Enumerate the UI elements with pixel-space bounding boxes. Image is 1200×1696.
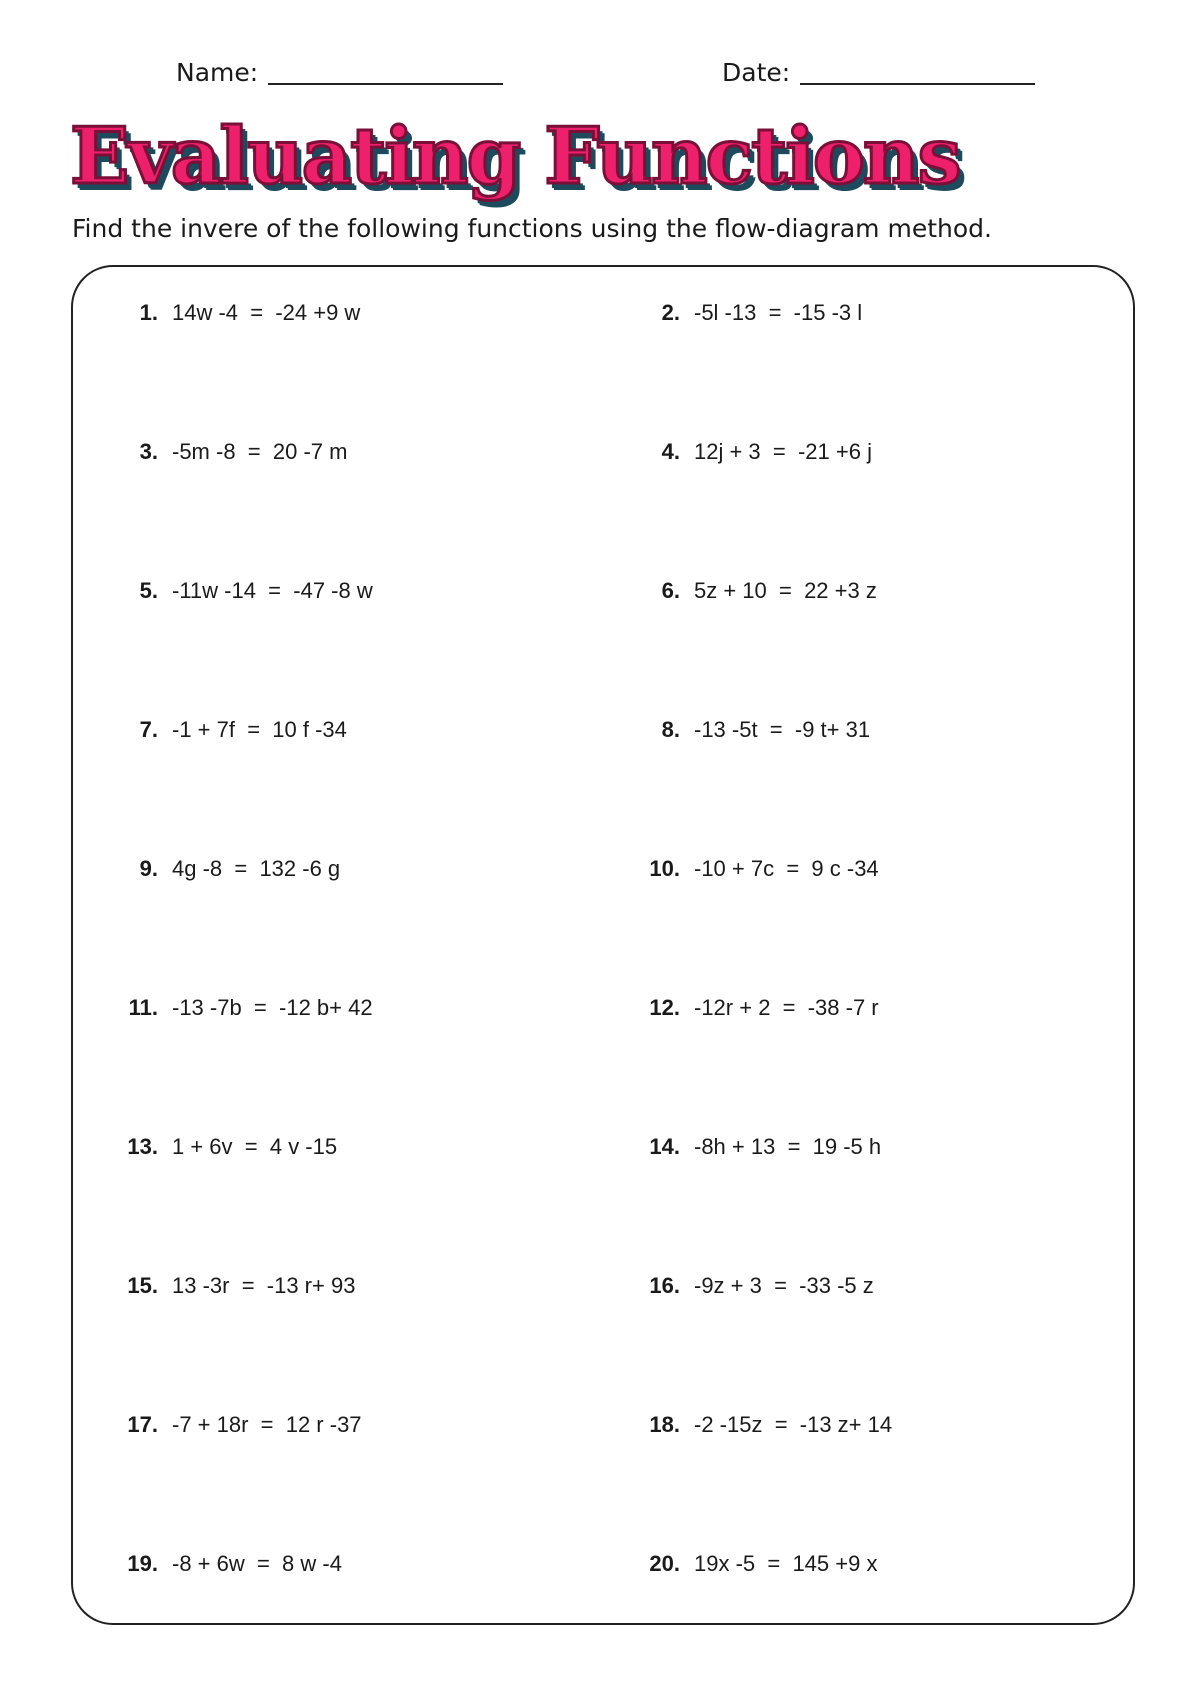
problem-item xyxy=(108,439,347,465)
problem-number: 1. xyxy=(139,300,158,325)
problem-number: 6. xyxy=(661,578,680,603)
problem-number: 4. xyxy=(661,439,680,464)
problem-item xyxy=(630,856,879,882)
problem-item xyxy=(108,1134,337,1160)
problem-number: 14. xyxy=(649,1134,680,1159)
problem-equation: 1 + 6v = 4 v -15 xyxy=(172,1134,338,1159)
problem-number: 2. xyxy=(661,300,680,325)
problem-item xyxy=(108,1412,362,1438)
problem-item xyxy=(108,1273,355,1299)
problem-item xyxy=(630,439,872,465)
problem-equation: -5l -13 = -15 -3 l xyxy=(694,300,863,325)
problem-item xyxy=(108,300,360,326)
problem-item xyxy=(630,995,879,1021)
problem-item xyxy=(108,856,340,882)
problem-item xyxy=(108,578,373,604)
problem-number: 8. xyxy=(661,717,680,742)
problem-item xyxy=(630,1412,892,1438)
problem-equation: -10 + 7c = 9 c -34 xyxy=(694,856,879,881)
problem-equation: -12r + 2 = -38 -7 r xyxy=(694,995,879,1020)
name-field[interactable] xyxy=(176,58,503,87)
problem-number: 16. xyxy=(649,1273,680,1298)
problem-number: 3. xyxy=(139,439,158,464)
problem-equation: -1 + 7f = 10 f -34 xyxy=(172,717,347,742)
problem-number: 17. xyxy=(127,1412,158,1437)
problem-number: 5. xyxy=(139,578,158,603)
problem-number: 15. xyxy=(127,1273,158,1298)
problem-item xyxy=(630,1273,874,1299)
problem-number: 9. xyxy=(139,856,158,881)
problem-item xyxy=(630,300,862,326)
problem-item xyxy=(630,578,877,604)
problem-equation: -8h + 13 = 19 -5 h xyxy=(694,1134,882,1159)
problem-equation: 12j + 3 = -21 +6 j xyxy=(694,439,872,464)
problem-equation: 5z + 10 = 22 +3 z xyxy=(694,578,877,603)
problem-number: 10. xyxy=(649,856,680,881)
problem-equation: -7 + 18r = 12 r -37 xyxy=(172,1412,362,1437)
problem-item xyxy=(630,717,870,743)
date-blank-line[interactable] xyxy=(800,82,1035,85)
instructions-text: Find the invere of the following functions using the flow-diagram method. xyxy=(72,214,992,243)
problem-number: 11. xyxy=(128,995,158,1020)
problem-equation: 14w -4 = -24 +9 w xyxy=(172,300,361,325)
problem-equation: 13 -3r = -13 r+ 93 xyxy=(172,1273,356,1298)
problem-item xyxy=(108,717,347,743)
problem-equation: 4g -8 = 132 -6 g xyxy=(172,856,341,881)
problem-equation: -13 -5t = -9 t+ 31 xyxy=(694,717,871,742)
problem-number: 18. xyxy=(649,1412,680,1437)
problem-item xyxy=(108,995,373,1021)
problem-item xyxy=(630,1551,877,1577)
problem-equation: -5m -8 = 20 -7 m xyxy=(172,439,348,464)
problem-number: 12. xyxy=(649,995,680,1020)
problem-equation: -9z + 3 = -33 -5 z xyxy=(694,1273,874,1298)
problem-number: 7. xyxy=(139,717,158,742)
problem-item xyxy=(630,1134,881,1160)
name-blank-line[interactable] xyxy=(268,82,503,85)
problem-equation: -8 + 6w = 8 w -4 xyxy=(172,1551,342,1576)
name-label: Name: xyxy=(176,58,259,87)
problem-equation: -11w -14 = -47 -8 w xyxy=(172,578,373,603)
problem-number: 19. xyxy=(127,1551,158,1576)
problem-number: 13. xyxy=(127,1134,158,1159)
problem-number: 20. xyxy=(649,1551,680,1576)
problem-equation: -2 -15z = -13 z+ 14 xyxy=(694,1412,893,1437)
problem-equation: 19x -5 = 145 +9 x xyxy=(694,1551,878,1576)
problem-equation: -13 -7b = -12 b+ 42 xyxy=(172,995,373,1020)
date-label: Date: xyxy=(722,58,791,87)
problem-item xyxy=(108,1551,342,1577)
date-field[interactable] xyxy=(722,58,1035,87)
worksheet-title: Evaluating Functions xyxy=(70,111,960,202)
